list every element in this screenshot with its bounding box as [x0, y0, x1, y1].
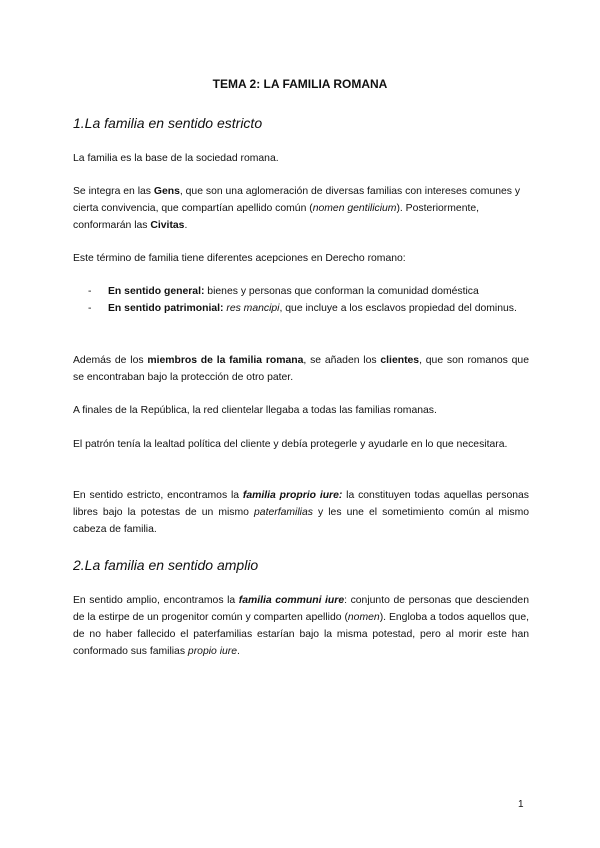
paragraph-clientes — [73, 352, 529, 386]
list-item-text — [108, 283, 528, 300]
text-run: la constituyen todas aquellas personas libres bajo la potestas de un mismo — [73, 490, 529, 518]
text-run: Además de los — [73, 355, 148, 366]
text-run: . — [184, 220, 188, 231]
text-run: ). Posteriormente, conformarán las — [73, 203, 480, 231]
text-run: bienes y personas que conforman la comunidad doméstica — [204, 286, 479, 297]
term-paterfamilias: paterfamilias — [254, 507, 313, 518]
term-miembros: miembros de la familia romana — [147, 355, 304, 366]
paragraph-base-sociedad: La familia es la base de la sociedad romana. — [73, 153, 279, 164]
text-run: , que incluye a los esclavos propiedad del dominus. — [279, 303, 517, 314]
list-item-text — [108, 300, 528, 317]
page-number: 1 — [518, 799, 524, 810]
section-1-heading: 1.La familia en sentido estricto — [73, 115, 263, 131]
term-gens: Gens — [153, 186, 180, 197]
paragraph-patron: El patrón tenía la lealtad política del cliente y debía protegerle y ayudarle en lo que necesitara. — [73, 439, 508, 450]
section-2-heading: 2.La familia en sentido amplio — [73, 557, 259, 573]
list-dash: - — [88, 303, 92, 314]
term-nomen: nomen — [347, 612, 380, 623]
paragraph-proprio-iure — [73, 487, 529, 538]
term-sentido-general: En sentido general: — [108, 286, 205, 297]
text-run: : conjunto de personas que descienden de la estirpe de un progenitor común y comparten apellido ( — [73, 595, 529, 623]
term-sentido-patrimonial: En sentido patrimonial: — [108, 303, 224, 314]
text-run: Se integra en las — [73, 186, 154, 197]
paragraph-red-clientelar: A finales de la República, la red clientelar llegaba a todas las familias romanas. — [73, 405, 437, 416]
list-dash: - — [88, 286, 92, 297]
term-nomen-gentilicium: nomen gentilicium — [312, 203, 397, 214]
paragraph-communi-iure — [73, 592, 529, 660]
text-run: En sentido estricto, encontramos la — [73, 490, 243, 501]
text-run: , que son una aglomeración de diversas familias con intereses comunes y cierta convivencia, que compartían apellido común ( — [73, 186, 521, 214]
text-run: , se añaden los — [303, 355, 381, 366]
text-run: , que son romanos que se encontraban bajo la protección de otro pater. — [73, 355, 529, 383]
term-res-mancipi: res mancipi — [223, 303, 280, 314]
term-clientes: clientes — [380, 355, 420, 366]
term-familia-communi-iure: familia communi iure — [238, 595, 345, 606]
text-run: y les une el sometimiento común al mismo cabeza de familia. — [73, 507, 530, 535]
paragraph-acepciones: Este término de familia tiene diferentes acepciones en Derecho romano: — [73, 253, 406, 264]
term-propio-iure: propio iure — [187, 646, 238, 657]
text-run: . — [237, 646, 240, 657]
page-title: TEMA 2: LA FAMILIA ROMANA — [212, 77, 388, 91]
text-run: En sentido amplio, encontramos la — [73, 595, 239, 606]
term-familia-proprio-iure: familia proprio iure: — [242, 490, 343, 501]
text-run: ). Engloba a todos aquellos que, de no haber fallecido el paterfamilias estarían bajo la misma potestad, pero al morir este han conformado sus familias — [73, 612, 529, 657]
paragraph-gens — [73, 183, 529, 234]
term-civitas: Civitas — [150, 220, 185, 231]
